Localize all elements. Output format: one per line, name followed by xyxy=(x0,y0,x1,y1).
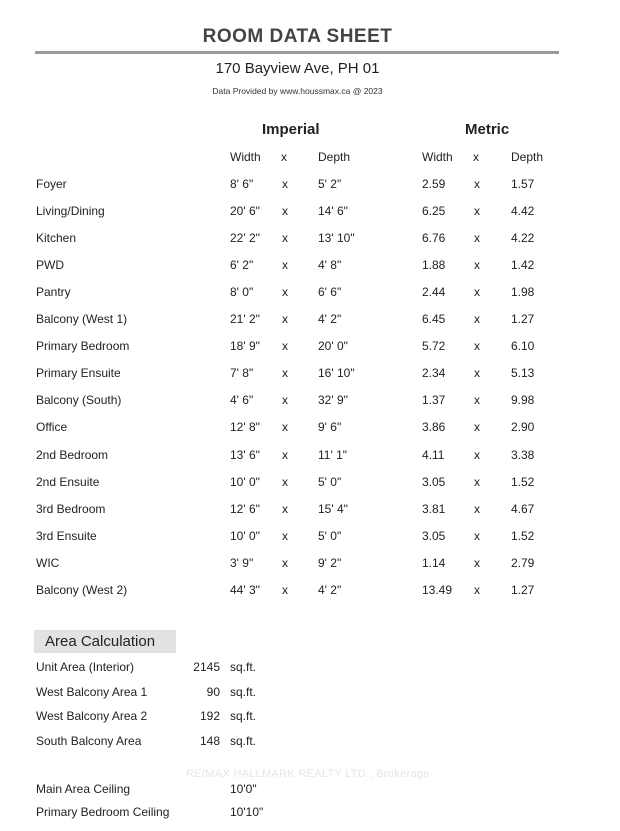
metric-width: 13.49 xyxy=(422,583,453,597)
metric-width: 3.05 xyxy=(422,475,446,489)
imperial-depth: 6' 6" xyxy=(318,285,342,299)
imperial-x: x xyxy=(282,177,288,191)
metric-width: 2.34 xyxy=(422,366,446,380)
imperial-depth: 14' 6" xyxy=(318,204,348,218)
metric-depth: 2.79 xyxy=(511,556,535,570)
metric-width: 6.45 xyxy=(422,312,446,326)
imperial-x: x xyxy=(282,393,288,407)
metric-x: x xyxy=(474,366,480,380)
room-name: Balcony (West 2) xyxy=(36,583,128,597)
imperial-x: x xyxy=(282,312,288,326)
metric-depth: 9.98 xyxy=(511,393,535,407)
metric-x: x xyxy=(474,529,480,543)
imperial-width: 4' 6" xyxy=(230,393,254,407)
metric-depth: 1.52 xyxy=(511,529,535,543)
metric-width: 1.14 xyxy=(422,556,446,570)
room-name: Kitchen xyxy=(36,231,77,245)
data-credit: Data Provided by www.houssmax.ca @ 2023 xyxy=(212,86,383,96)
metric-x: x xyxy=(474,312,480,326)
metric-depth: 1.98 xyxy=(511,285,535,299)
room-name: 3rd Ensuite xyxy=(36,529,97,543)
metric-depth: 1.52 xyxy=(511,475,535,489)
metric-x: x xyxy=(474,285,480,299)
imperial-depth: 20' 0" xyxy=(318,339,348,353)
room-name: WIC xyxy=(36,556,60,570)
metric-x: x xyxy=(474,475,480,489)
metric-width: 6.76 xyxy=(422,231,446,245)
imperial-depth: 11' 1" xyxy=(318,448,348,462)
area-label: Unit Area (Interior) xyxy=(36,660,135,674)
imperial-width: 8' 0" xyxy=(230,285,254,299)
metric-x: x xyxy=(474,583,480,597)
imperial-x: x xyxy=(282,448,288,462)
imperial-width: 13' 6" xyxy=(230,448,260,462)
imperial-depth-header: Depth xyxy=(318,150,351,164)
imperial-x: x xyxy=(282,420,288,434)
area-label: West Balcony Area 1 xyxy=(36,685,148,699)
metric-depth: 1.42 xyxy=(511,258,535,272)
page-title: ROOM DATA SHEET xyxy=(202,26,393,47)
imperial-x: x xyxy=(282,339,288,353)
metric-x: x xyxy=(474,420,480,434)
area-value: 192 xyxy=(199,709,220,723)
imperial-width: 7' 8" xyxy=(230,366,254,380)
imperial-depth: 4' 8" xyxy=(318,258,342,272)
imperial-depth: 5' 0" xyxy=(318,529,342,543)
area-value: 90 xyxy=(206,685,220,699)
room-name: Primary Bedroom xyxy=(36,339,130,353)
metric-width: 1.37 xyxy=(422,393,446,407)
area-label: West Balcony Area 2 xyxy=(36,709,148,723)
imperial-header: Imperial xyxy=(262,121,320,138)
imperial-width: 6' 2" xyxy=(230,258,254,272)
metric-width: 3.81 xyxy=(422,502,446,516)
metric-depth: 5.13 xyxy=(511,366,535,380)
area-unit: sq.ft. xyxy=(230,734,257,748)
room-name: 2nd Ensuite xyxy=(36,475,100,489)
imperial-width-header: Width xyxy=(230,150,261,164)
metric-width: 1.88 xyxy=(422,258,446,272)
imperial-x: x xyxy=(282,475,288,489)
metric-width: 2.44 xyxy=(422,285,446,299)
imperial-width: 12' 6" xyxy=(230,502,260,516)
room-name: PWD xyxy=(36,258,64,272)
metric-depth: 1.27 xyxy=(511,583,535,597)
metric-depth: 1.27 xyxy=(511,312,535,326)
metric-depth: 4.67 xyxy=(511,502,535,516)
area-unit: sq.ft. xyxy=(230,685,257,699)
room-name: Foyer xyxy=(36,177,67,191)
imperial-width: 20' 6" xyxy=(230,204,260,218)
imperial-x: x xyxy=(282,204,288,218)
room-name: Office xyxy=(36,420,68,434)
metric-width: 5.72 xyxy=(422,339,446,353)
metric-width-header: Width xyxy=(422,150,453,164)
metric-x: x xyxy=(474,339,480,353)
imperial-x-header: x xyxy=(281,150,287,164)
metric-x: x xyxy=(474,258,480,272)
imperial-width: 8' 6" xyxy=(230,177,254,191)
metric-x: x xyxy=(474,556,480,570)
imperial-depth: 4' 2" xyxy=(318,583,342,597)
ceiling-label: Primary Bedroom Ceiling xyxy=(36,805,170,819)
ceiling-label: Main Area Ceiling xyxy=(36,782,131,796)
imperial-width: 21' 2" xyxy=(230,312,260,326)
metric-depth: 4.42 xyxy=(511,204,535,218)
imperial-depth: 13' 10" xyxy=(318,231,355,245)
imperial-width: 12' 8" xyxy=(230,420,260,434)
imperial-width: 10' 0" xyxy=(230,475,260,489)
area-value: 2145 xyxy=(193,660,220,674)
imperial-width: 44' 3" xyxy=(230,583,260,597)
property-address: 170 Bayview Ave, PH 01 xyxy=(215,60,380,77)
imperial-depth: 9' 6" xyxy=(318,420,342,434)
metric-x: x xyxy=(474,448,480,462)
area-unit: sq.ft. xyxy=(230,660,257,674)
imperial-x: x xyxy=(282,556,288,570)
imperial-depth: 4' 2" xyxy=(318,312,342,326)
metric-x: x xyxy=(474,231,480,245)
area-label: South Balcony Area xyxy=(36,734,142,748)
imperial-x: x xyxy=(282,529,288,543)
metric-x: x xyxy=(474,204,480,218)
metric-width: 4.11 xyxy=(422,448,445,462)
imperial-x: x xyxy=(282,285,288,299)
room-name: 2nd Bedroom xyxy=(36,448,109,462)
room-name: Pantry xyxy=(36,285,71,299)
metric-depth: 3.38 xyxy=(511,448,535,462)
imperial-x: x xyxy=(282,502,288,516)
imperial-depth: 5' 0" xyxy=(318,475,342,489)
metric-x-header: x xyxy=(473,150,479,164)
metric-depth: 2.90 xyxy=(511,420,535,434)
imperial-depth: 5' 2" xyxy=(318,177,342,191)
imperial-width: 18' 9" xyxy=(230,339,260,353)
imperial-depth: 16' 10" xyxy=(318,366,355,380)
area-unit: sq.ft. xyxy=(230,709,257,723)
room-name: Balcony (South) xyxy=(36,393,122,407)
metric-depth: 4.22 xyxy=(511,231,535,245)
ceiling-value: 10'0" xyxy=(230,782,257,796)
area-calculation-title: Area Calculation xyxy=(45,633,156,650)
metric-x: x xyxy=(474,393,480,407)
area-value: 148 xyxy=(199,734,220,748)
imperial-depth: 15' 4" xyxy=(318,502,348,516)
room-name: Balcony (West 1) xyxy=(36,312,128,326)
metric-depth: 1.57 xyxy=(511,177,535,191)
imperial-x: x xyxy=(282,231,288,245)
imperial-x: x xyxy=(282,366,288,380)
imperial-width: 10' 0" xyxy=(230,529,260,543)
brokerage-watermark: RE/MAX HALLMARK REALTY LTD., Brokerage xyxy=(186,768,430,780)
title-divider xyxy=(35,51,559,54)
metric-width: 6.25 xyxy=(422,204,446,218)
imperial-depth: 32' 9" xyxy=(318,393,348,407)
metric-width: 3.05 xyxy=(422,529,446,543)
imperial-width: 3' 9" xyxy=(230,556,254,570)
metric-x: x xyxy=(474,177,480,191)
imperial-width: 22' 2" xyxy=(230,231,260,245)
imperial-x: x xyxy=(282,583,288,597)
room-name: Primary Ensuite xyxy=(36,366,121,380)
metric-width: 2.59 xyxy=(422,177,446,191)
room-name: Living/Dining xyxy=(36,204,105,218)
metric-depth: 6.10 xyxy=(511,339,535,353)
metric-width: 3.86 xyxy=(422,420,446,434)
ceiling-value: 10'10" xyxy=(230,805,264,819)
imperial-depth: 9' 2" xyxy=(318,556,342,570)
imperial-x: x xyxy=(282,258,288,272)
metric-x: x xyxy=(474,502,480,516)
metric-depth-header: Depth xyxy=(511,150,544,164)
room-name: 3rd Bedroom xyxy=(36,502,106,516)
metric-header: Metric xyxy=(465,121,510,138)
